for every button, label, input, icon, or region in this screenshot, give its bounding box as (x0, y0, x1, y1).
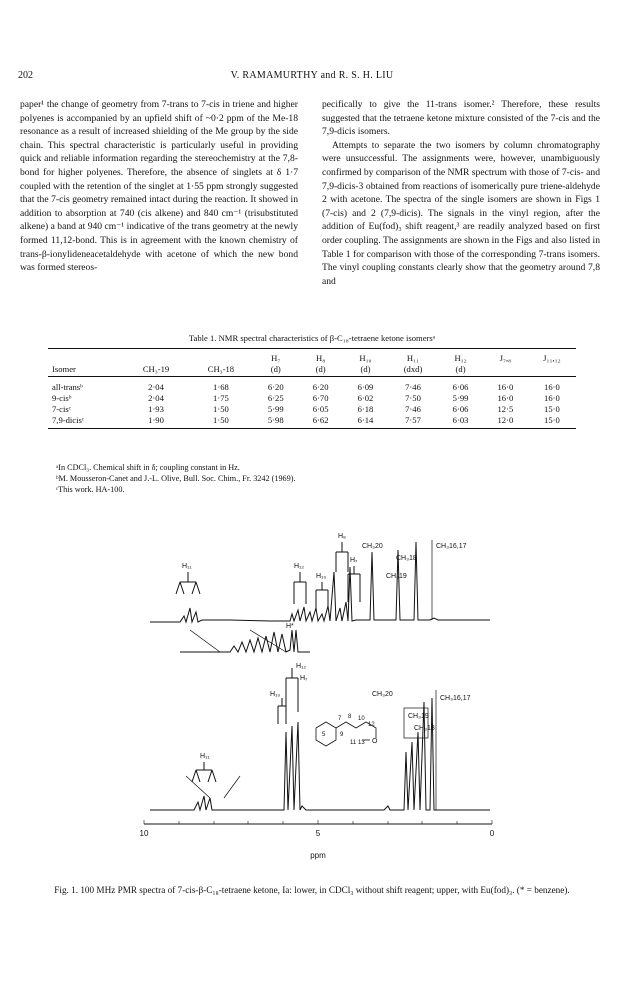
label-h12-low: H₁₂ (296, 663, 307, 670)
table-notes (56, 462, 576, 496)
upper-h11-splitting-tree (176, 572, 200, 594)
table-cell: 15·0 (544, 403, 560, 414)
label-ch3-19-top: CH₃19 (386, 573, 407, 580)
axis-minor-ticks (144, 820, 492, 824)
table-cell: 7·46 (405, 381, 421, 392)
label-h7-top: H₇ (350, 557, 358, 564)
table-cell: 6·70 (312, 392, 329, 403)
table-note: ᶜThis work. HA-100. (56, 485, 125, 495)
header-cell: H₁₀ (343, 349, 388, 364)
label-benzene-star: H* (286, 623, 294, 630)
table-cell: 6·18 (357, 403, 374, 414)
struct-label-o: O (372, 738, 378, 745)
table-cell: 16·0 (497, 381, 514, 392)
header-cell: CH₃-18 (188, 363, 253, 377)
label-ch3-1617-top: CH₃16,17 (436, 543, 467, 550)
header-cell: H₈ (298, 349, 343, 364)
nmr-spectra-figure (110, 512, 510, 872)
lower-trace-guide-right (224, 776, 240, 798)
left-paragraph-1: paper¹ the change of geometry from 7-trans to 7-cis in triene and higher polyenes is accompanied by an upfield shift of ~0·2 ppm of the Me-18 resonance as a result of increased shielding of the Me group by the side chain. This spectral characteristic is particularly useful in providing quick and reliable information regarding the stereochemistry at the 7,8-bond for higher polyenes. Therefore, the absence of singlets at δ 1·7 coupled with the retention of the singlet at 1·55 ppm strongly suggested that the 7-cis geometry remained intact during the reaction. It showed in addition to absorption at 740 (cis alkene) and 840 cm⁻¹ (trisubstituted alkene) a band at 940 cm⁻¹ indicative of the trans geometry at the newly formed 11,12-bond. This is in agreement with the known chemistry of trans-β-ionylideneacetaldehyde with acetone of which the new bond was formed stereos- (20, 99, 298, 274)
table-cell: 12·5 (497, 403, 514, 414)
table-cell: 7-cisᶜ (52, 403, 71, 414)
label-h11-low: H₁₁ (200, 753, 210, 760)
table-cell: 1·50 (188, 414, 253, 429)
expanded-trace (180, 630, 310, 652)
struct-label-9: 9 (340, 732, 344, 738)
running-header (0, 70, 624, 86)
header-cell (188, 349, 253, 364)
header-cell (528, 363, 576, 377)
header-cell: H₁₁ (388, 349, 438, 364)
table-cell: 15·0 (528, 414, 576, 429)
table-cell: 5·99 (452, 392, 469, 403)
table-cell: 16·0 (544, 381, 560, 392)
table-cell: 6·25 (267, 392, 284, 403)
table-cell: 6·06 (452, 403, 469, 414)
table-cell: 6·62 (298, 414, 343, 429)
header-cell: J₁₁,₁₂ (528, 349, 576, 364)
table-cell: 6·20 (312, 381, 329, 392)
label-h7-low: H₇ (300, 675, 308, 682)
table-cell: 16·0 (497, 392, 514, 403)
table-cell: 6·06 (452, 381, 469, 392)
right-paragraph-1: pecifically to give the 11-trans isomer.² Therefore, these results suggested that the tetraene ketone mixture consisted of the 7-cis and the 7,9-dicis isomers. (322, 99, 600, 138)
table-cell: 6·09 (357, 381, 374, 392)
struct-label-7: 7 (338, 716, 342, 722)
right-column (322, 98, 600, 288)
axis-label-ppm: ppm (310, 851, 326, 860)
table-cell: 6·20 (267, 381, 284, 392)
struct-label-11: 11 (350, 740, 357, 746)
lower-h10-splitting-tree (278, 698, 286, 724)
table-row (48, 377, 576, 393)
table-header-row-top (48, 349, 576, 364)
upper-h10-splitting-tree (316, 582, 328, 608)
expanded-trace-guide-left (190, 630, 220, 652)
upper-h8-splitting-tree (336, 542, 348, 572)
struct-label-10: 10 (358, 716, 365, 722)
table-cell: all-transᵇ (52, 381, 83, 392)
lower-trace-guide-left (186, 776, 210, 798)
header-cell (124, 349, 189, 364)
running-authors: V. RAMAMURTHY and R. S. H. LIU (230, 70, 394, 81)
table-cell: 1·93 (148, 403, 164, 414)
label-h10-low: H₁₀ (270, 691, 281, 698)
struct-label-5: 5 (322, 732, 326, 738)
table-cell: 5·99 (267, 403, 284, 414)
table-note: ᵇM. Mousseron-Canet and J.-L. Olive, Bull. Soc. Chim., Fr. 3242 (1969). (56, 474, 296, 484)
axis-tick-5: 5 (315, 829, 321, 838)
table-cell: 1·75 (213, 392, 229, 403)
struct-label-12: 12 (368, 722, 375, 728)
table-cell: 12·0 (483, 414, 528, 429)
label-ch3-18-low: CH₃18 (414, 725, 435, 732)
table-row (48, 414, 576, 429)
label-h8-top: H₈ (338, 533, 346, 540)
table-cell: 6·02 (357, 392, 374, 403)
header-cell (48, 349, 124, 364)
header-cell: (d) (438, 363, 483, 377)
label-h11-top: H₁₁ (182, 563, 192, 570)
table-row (48, 392, 576, 403)
table-cell: 2·04 (148, 381, 164, 392)
upper-spectrum-trace (150, 542, 490, 622)
header-cell (483, 363, 528, 377)
header-cell: H₇ (253, 349, 298, 364)
table-cell: 1·50 (213, 403, 229, 414)
label-ch3-19-low: CH₃19 (408, 713, 429, 720)
table-cell: 16·0 (544, 392, 560, 403)
label-ch3-18-top: CH₃18 (396, 555, 417, 562)
header-cell: Isomer (48, 363, 124, 377)
header-cell: (dxd) (388, 363, 438, 377)
table-cell: 5·98 (253, 414, 298, 429)
table-cell: 2·04 (148, 392, 164, 403)
axis-tick-0: 0 (489, 829, 495, 838)
table-cell: 7·46 (405, 403, 421, 414)
header-cell: (d) (298, 363, 343, 377)
header-cell: (d) (343, 363, 388, 377)
header-cell: J₇,₈ (483, 349, 528, 364)
table-cell: 1·68 (213, 381, 229, 392)
struct-label-8: 8 (348, 714, 352, 720)
label-h10-top: H₁₀ (316, 573, 327, 580)
upper-h12-splitting-tree (294, 572, 306, 604)
struct-label-13: 13 (358, 740, 365, 746)
label-ch3-20-top: CH₃20 (362, 543, 383, 550)
table-cell: 9-cisᵇ (52, 392, 72, 403)
lower-h11-splitting-tree (192, 762, 216, 782)
label-ch3-20-low: CH₃20 (372, 691, 393, 698)
left-column (20, 98, 298, 275)
label-ch3-1617-low: CH₃16,17 (440, 695, 471, 702)
header-cell: CH₃-19 (124, 363, 189, 377)
figure-caption: Fig. 1. 100 MHz PMR spectra of 7-cis-β-C₁₈-tetraene ketone, Ia: lower, in CDCl₃ without shift reagent; upper, with Eu(fod)₃. (* = benzene). (54, 885, 570, 895)
page-number: 202 (18, 70, 33, 81)
nmr-table (48, 348, 576, 429)
cyclohexene-ring (316, 722, 336, 746)
table-cell: 6·05 (312, 403, 329, 414)
lower-h12-h7-splitting-tree (286, 668, 298, 712)
header-cell: (d) (253, 363, 298, 377)
right-paragraph-2: Attempts to separate the two isomers by column chromatography were unsuccessful. The assignments were, however, unambiguously confirmed by comparison of the NMR spectrum with those of 7-cis- and 7,9-dicis-3 obtained from reactions of isomerically pure triene-aldehyde 2 with acetone. The spectra of the single isomers are shown in Figs 1 (7-cis) and 2 (7,9-dicis). The signals in the vinyl region, after the addition of Eu(fod)₃ shift reagent,³ are readily analyzed based on first order coupling. The assignments are shown in the Figs and also listed in Table 1 for comparison with those of the corresponding 7-trans isomers. The vinyl coupling constants clearly show that the geometry around 7,8 and (322, 139, 600, 287)
header-cell: H₁₂ (438, 349, 483, 364)
table-row (48, 403, 576, 414)
table-cell: 7·57 (388, 414, 438, 429)
table-cell: 6·14 (343, 414, 388, 429)
table-cell: 7·50 (405, 392, 421, 403)
axis-tick-10: 10 (139, 829, 149, 838)
label-h12-top: H₁₂ (294, 563, 305, 570)
table-cell: 7,9-dicisᶜ (48, 414, 124, 429)
table-caption: Table 1. NMR spectral characteristics of β-C₁₈-tetraene ketone isomersᵃ (188, 333, 436, 343)
table-cell: 6·03 (438, 414, 483, 429)
table-header-row-bottom (48, 363, 576, 377)
table-cell: 1·90 (124, 414, 189, 429)
table-note: ᵃIn CDCl₃. Chemical shift in δ; coupling constant in Hz. (56, 463, 240, 472)
